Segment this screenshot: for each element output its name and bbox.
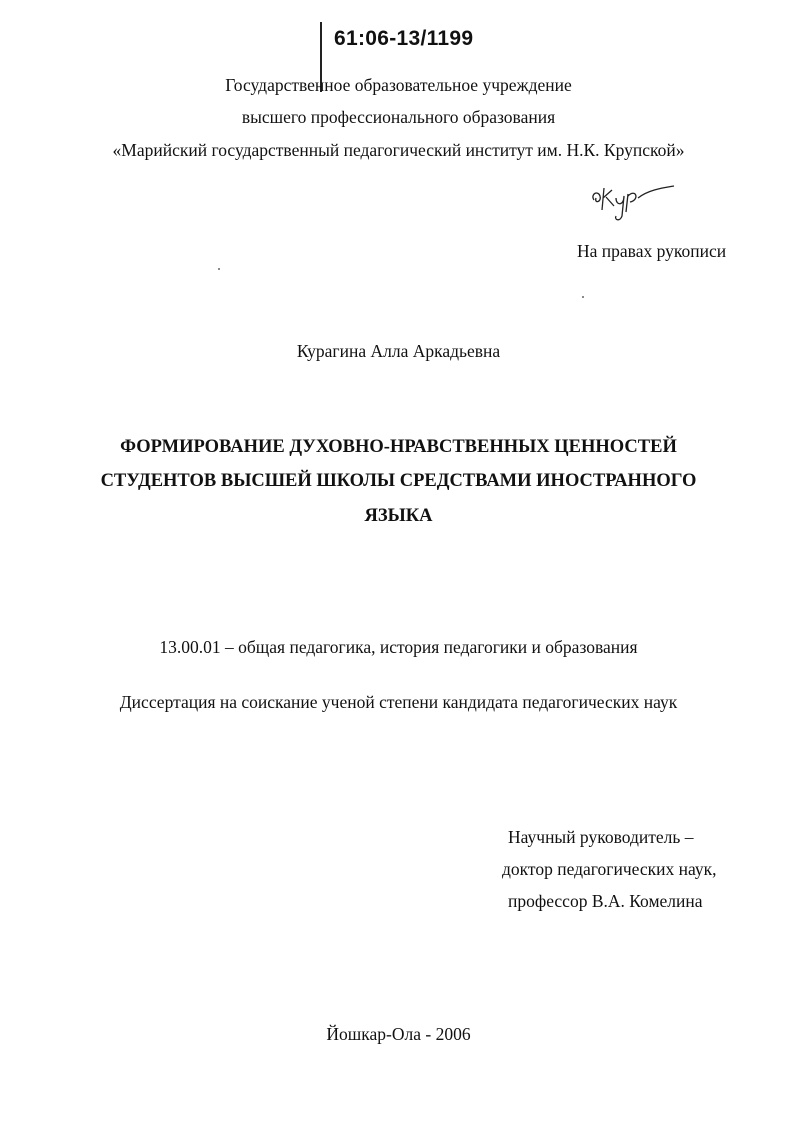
specialty-code: 13.00.01 – общая педагогика, история педагогики и образования bbox=[159, 637, 638, 657]
scan-speck bbox=[582, 296, 584, 298]
library-stamp-number: 61:06-13/1199 bbox=[334, 27, 474, 50]
institution-line-3: «Марийский государственный педагогический институт им. Н.К. Крупской» bbox=[112, 140, 685, 160]
author-name: Курагина Алла Аркадьевна bbox=[296, 341, 501, 361]
supervisor-name: профессор В.А. Комелина bbox=[508, 891, 703, 911]
dissertation-title-line-1: ФОРМИРОВАНИЕ ДУХОВНО-НРАВСТВЕННЫХ ЦЕННОСТЕЙ bbox=[120, 437, 677, 457]
dissertation-title-line-3: ЯЗЫКА bbox=[364, 506, 433, 526]
supervisor-label: Научный руководитель – bbox=[508, 827, 694, 847]
handwritten-signature bbox=[588, 180, 688, 225]
dissertation-title-line-2: СТУДЕНТОВ ВЫСШЕЙ ШКОЛЫ СРЕДСТВАМИ ИНОСТРАННОГО bbox=[100, 471, 697, 491]
city-year: Йошкар-Ола - 2006 bbox=[326, 1024, 471, 1044]
manuscript-rights-note: На правах рукописи bbox=[577, 241, 727, 261]
supervisor-degree: доктор педагогических наук, bbox=[502, 859, 717, 879]
institution-line-1: Государственное образовательное учреждение bbox=[225, 75, 572, 95]
institution-line-2: высшего профессионального образования bbox=[241, 107, 556, 127]
degree-statement: Диссертация на соискание ученой степени кандидата педагогических наук bbox=[119, 692, 678, 712]
scan-speck bbox=[218, 268, 220, 270]
